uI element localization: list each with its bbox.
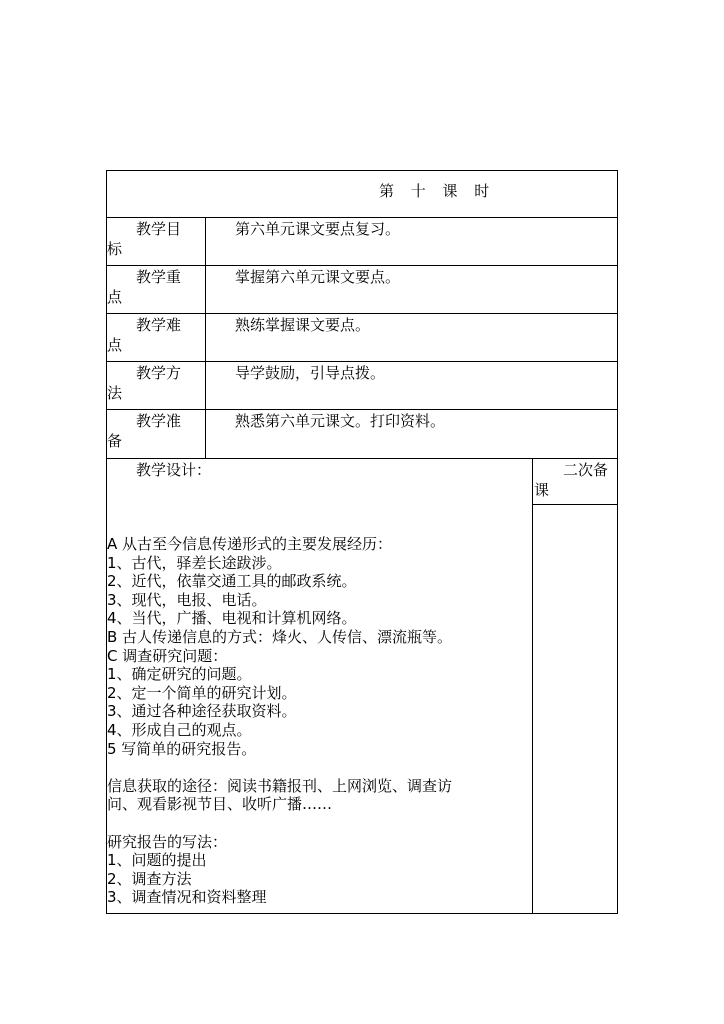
row-label: 点 xyxy=(107,336,123,354)
row-label: 教学重 xyxy=(136,268,182,286)
row-label: 教学目 xyxy=(136,220,182,238)
row-divider xyxy=(106,265,618,266)
side-column-divider xyxy=(532,458,533,914)
row-value: 熟练掌握课文要点。 xyxy=(235,316,371,334)
design-line: 4、当代，广播、电视和计算机网络。 xyxy=(107,609,357,628)
design-line: 问、观看影视节目、收听广播…… xyxy=(107,795,333,814)
side-divider xyxy=(532,504,618,505)
label-column-divider xyxy=(205,217,206,458)
design-line: 1、确定研究的问题。 xyxy=(107,665,252,684)
design-line: 4、形成自己的观点。 xyxy=(107,721,252,739)
row-divider xyxy=(106,458,618,459)
row-label: 教学难 xyxy=(136,316,182,334)
row-value: 熟悉第六单元课文。打印资料。 xyxy=(235,412,446,430)
row-label: 备 xyxy=(107,432,123,450)
row-label: 标 xyxy=(107,240,123,258)
row-divider xyxy=(106,313,618,314)
row-value: 导学鼓励，引导点拨。 xyxy=(235,364,386,382)
design-body xyxy=(106,535,532,911)
row-value: 掌握第六单元课文要点。 xyxy=(235,268,401,286)
design-line: 5 写简单的研究报告。 xyxy=(107,739,257,758)
design-line: 3、通过各种途径获取资料。 xyxy=(107,702,297,721)
side-heading: 课 xyxy=(534,481,550,499)
design-line: A 从古至今信息传递形式的主要发展经历： xyxy=(107,535,393,553)
row-label: 法 xyxy=(107,384,123,402)
row-label: 教学方 xyxy=(136,364,182,382)
design-line: 2、定一个简单的研究计划。 xyxy=(107,683,297,702)
design-line: 3、调查情况和资料整理 xyxy=(107,888,267,907)
row-divider xyxy=(106,217,618,218)
design-line: B 古人传递信息的方式：烽火、人传信、漂流瓶等。 xyxy=(107,628,453,646)
lesson-plan-table xyxy=(106,170,618,914)
design-line: 2、近代，依靠交通工具的邮政系统。 xyxy=(107,572,357,591)
design-heading: 教学设计： xyxy=(136,461,212,479)
design-line: 3、现代，电报、电话。 xyxy=(107,590,267,609)
design-line: 1、古代，驿差长途跋涉。 xyxy=(107,553,282,572)
row-label: 教学准 xyxy=(136,412,182,430)
design-line: 研究报告的写法： xyxy=(107,832,228,851)
row-divider xyxy=(106,361,618,362)
design-line: 信息获取的途径：阅读书籍报刊、上网浏览、调查访 xyxy=(107,776,453,795)
design-line: C 调查研究问题： xyxy=(107,646,228,665)
row-label: 点 xyxy=(107,288,123,306)
row-divider xyxy=(106,409,618,410)
side-heading: 二次备 xyxy=(563,461,609,479)
lesson-title: 第 十 课 时 xyxy=(379,182,496,200)
design-line: 2、调查方法 xyxy=(107,869,192,888)
design-line: 1、问题的提出 xyxy=(107,851,207,870)
row-value: 第六单元课文要点复习。 xyxy=(235,220,401,238)
